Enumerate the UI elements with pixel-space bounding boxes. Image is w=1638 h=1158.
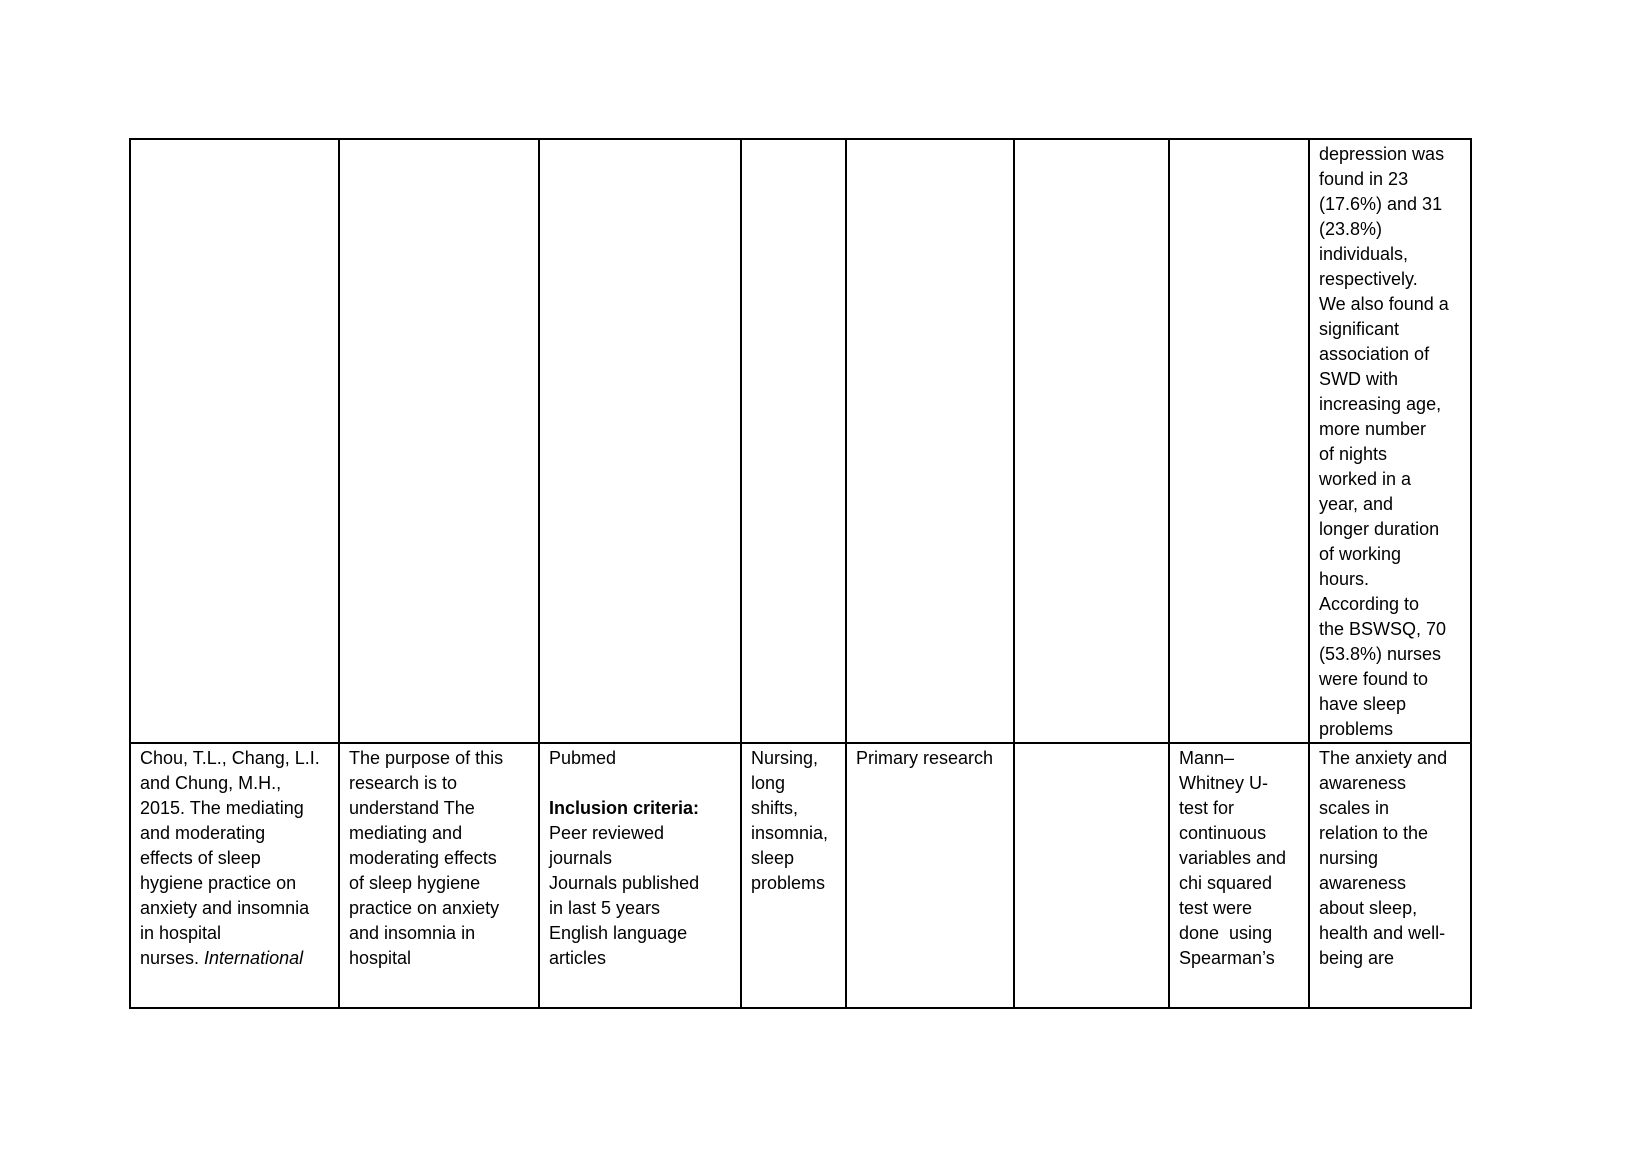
cell-line xyxy=(349,746,534,771)
table-cell-r1c2 xyxy=(339,139,539,743)
cell-line xyxy=(1179,871,1304,896)
text-segment: health and well- xyxy=(1319,923,1446,943)
text-segment: and insomnia in xyxy=(349,923,476,943)
text-segment: longer duration xyxy=(1319,519,1440,539)
text-segment: chi squared xyxy=(1179,873,1273,893)
text-segment: hours. xyxy=(1319,569,1370,589)
text-segment: test were xyxy=(1179,898,1253,918)
cell-line xyxy=(140,746,334,771)
cell-line xyxy=(751,746,841,771)
cell-line xyxy=(1319,617,1466,642)
cell-line xyxy=(1319,542,1466,567)
table-cell-r1c6 xyxy=(1014,139,1169,743)
text-segment: Inclusion criteria: xyxy=(549,798,700,818)
text-segment: The anxiety and xyxy=(1319,748,1448,768)
cell-line xyxy=(1179,821,1304,846)
cell-line xyxy=(1319,592,1466,617)
text-segment: effects of sleep xyxy=(140,848,261,868)
text-segment: were found to xyxy=(1319,669,1429,689)
table-cell-r1c8 xyxy=(1309,139,1471,743)
cell-line xyxy=(549,796,736,821)
cell-line xyxy=(349,921,534,946)
text-segment: journals xyxy=(549,848,613,868)
table-cell-r1c7 xyxy=(1169,139,1309,743)
text-segment: and Chung, M.H., xyxy=(140,773,282,793)
table-cell-r2c7 xyxy=(1169,743,1309,1008)
cell-line xyxy=(1319,771,1466,796)
text-segment: hospital xyxy=(349,948,412,968)
text-segment: 2015. The mediating xyxy=(140,798,304,818)
text-segment: mediating and xyxy=(349,823,463,843)
text-segment: The purpose of this xyxy=(349,748,504,768)
text-segment: anxiety and insomnia xyxy=(140,898,310,918)
cell-line xyxy=(1319,142,1466,167)
cell-line xyxy=(549,896,736,921)
table-cell-r1c4 xyxy=(741,139,846,743)
cell-line xyxy=(1319,921,1466,946)
text-segment: According to xyxy=(1319,594,1420,614)
text-segment: Journals published xyxy=(549,873,700,893)
cell-line xyxy=(751,871,841,896)
cell-line xyxy=(1319,642,1466,667)
cell-line xyxy=(1319,492,1466,517)
cell-line xyxy=(349,946,534,971)
cell-line xyxy=(1319,267,1466,292)
text-segment: Spearman’s xyxy=(1179,948,1275,968)
text-segment: and moderating xyxy=(140,823,266,843)
text-segment: increasing age, xyxy=(1319,394,1442,414)
text-segment: year, and xyxy=(1319,494,1394,514)
cell-line xyxy=(1319,392,1466,417)
cell-line xyxy=(1319,292,1466,317)
text-segment: English language xyxy=(549,923,688,943)
text-segment: relation to the xyxy=(1319,823,1429,843)
text-segment: association of xyxy=(1319,344,1430,364)
cell-line xyxy=(140,771,334,796)
cell-line xyxy=(1319,796,1466,821)
cell-line xyxy=(1319,417,1466,442)
cell-line xyxy=(549,946,736,971)
text-segment: of working xyxy=(1319,544,1402,564)
cell-line xyxy=(1179,746,1304,771)
text-segment: individuals, xyxy=(1319,244,1409,264)
text-segment: Primary research xyxy=(856,748,994,768)
cell-line xyxy=(549,871,736,896)
cell-line xyxy=(1319,821,1466,846)
cell-line xyxy=(1319,442,1466,467)
text-segment: of nights xyxy=(1319,444,1388,464)
cell-line xyxy=(1319,896,1466,921)
text-segment: in hospital xyxy=(140,923,222,943)
text-segment: awareness xyxy=(1319,873,1407,893)
cell-line xyxy=(1319,517,1466,542)
cell-line xyxy=(140,946,334,971)
table-cell-r2c8 xyxy=(1309,743,1471,1008)
cell-line xyxy=(140,871,334,896)
table-cell-r2c1 xyxy=(130,743,339,1008)
text-segment: Whitney U- xyxy=(1179,773,1269,793)
text-segment: scales in xyxy=(1319,798,1390,818)
text-segment: (53.8%) nurses xyxy=(1319,644,1442,664)
text-segment: the BSWSQ, 70 xyxy=(1319,619,1447,639)
text-segment: nurses. xyxy=(140,948,205,968)
text-segment: more number xyxy=(1319,419,1427,439)
table-cell-r1c5 xyxy=(846,139,1014,743)
cell-line xyxy=(751,846,841,871)
cell-line xyxy=(1319,217,1466,242)
text-segment: International xyxy=(204,948,304,968)
table-cell-r2c3 xyxy=(539,743,741,1008)
text-segment: Chou, T.L., Chang, L.I. xyxy=(140,748,320,768)
cell-line xyxy=(140,821,334,846)
cell-line xyxy=(1319,242,1466,267)
table-row-2 xyxy=(130,743,1471,1008)
cell-line xyxy=(1319,717,1466,742)
cell-line xyxy=(1319,946,1466,971)
cell-line xyxy=(751,771,841,796)
text-segment: (17.6%) and 31 xyxy=(1319,194,1443,214)
cell-line xyxy=(549,746,736,771)
cell-line xyxy=(549,846,736,871)
text-segment: in last 5 years xyxy=(549,898,661,918)
cell-line xyxy=(1179,946,1304,971)
cell-line xyxy=(1319,342,1466,367)
cell-line xyxy=(1179,771,1304,796)
text-segment: moderating effects xyxy=(349,848,497,868)
text-segment: Pubmed xyxy=(549,748,617,768)
cell-line xyxy=(1179,796,1304,821)
text-segment: hygiene practice on xyxy=(140,873,297,893)
cell-line xyxy=(349,796,534,821)
cell-line xyxy=(1179,846,1304,871)
text-segment: found in 23 xyxy=(1319,169,1409,189)
text-segment: insomnia, xyxy=(751,823,829,843)
cell-line xyxy=(1179,921,1304,946)
text-segment: continuous xyxy=(1179,823,1267,843)
cell-line xyxy=(349,896,534,921)
text-segment: research is to xyxy=(349,773,458,793)
cell-line xyxy=(1319,192,1466,217)
text-segment: articles xyxy=(549,948,607,968)
cell-line xyxy=(1319,167,1466,192)
cell-line xyxy=(1319,667,1466,692)
cell-line xyxy=(856,746,1009,771)
text-segment: understand The xyxy=(349,798,475,818)
table-cell-r2c4 xyxy=(741,743,846,1008)
text-segment: depression was xyxy=(1319,144,1445,164)
cell-line xyxy=(1319,317,1466,342)
table-cell-r2c6 xyxy=(1014,743,1169,1008)
cell-line xyxy=(140,921,334,946)
text-segment: about sleep, xyxy=(1319,898,1418,918)
text-segment: (23.8%) xyxy=(1319,219,1383,239)
cell-line xyxy=(549,921,736,946)
literature-review-table xyxy=(129,138,1472,1009)
text-segment: awareness xyxy=(1319,773,1407,793)
cell-line xyxy=(349,846,534,871)
text-segment: shifts, xyxy=(751,798,799,818)
cell-line xyxy=(751,796,841,821)
cell-line xyxy=(349,871,534,896)
cell-line xyxy=(1319,467,1466,492)
text-segment: being are xyxy=(1319,948,1395,968)
text-segment: We also found a xyxy=(1319,294,1449,314)
text-segment: Mann– xyxy=(1179,748,1235,768)
text-segment: problems xyxy=(1319,719,1394,739)
cell-line xyxy=(549,771,736,796)
text-segment: SWD with xyxy=(1319,369,1399,389)
cell-line xyxy=(1319,871,1466,896)
text-segment: of sleep hygiene xyxy=(349,873,481,893)
table-cell-r1c3 xyxy=(539,139,741,743)
text-segment: done using xyxy=(1179,923,1273,943)
cell-line xyxy=(1319,846,1466,871)
cell-line xyxy=(751,821,841,846)
text-segment: problems xyxy=(751,873,826,893)
cell-line xyxy=(1319,746,1466,771)
text-segment: have sleep xyxy=(1319,694,1407,714)
table-cell-r2c2 xyxy=(339,743,539,1008)
table-cell-r1c1 xyxy=(130,139,339,743)
text-segment: Peer reviewed xyxy=(549,823,665,843)
cell-line xyxy=(1179,896,1304,921)
cell-line xyxy=(349,771,534,796)
text-segment: significant xyxy=(1319,319,1400,339)
text-segment: respectively. xyxy=(1319,269,1418,289)
cell-line xyxy=(1319,567,1466,592)
cell-line xyxy=(1319,692,1466,717)
cell-line xyxy=(140,846,334,871)
text-segment: long xyxy=(751,773,786,793)
text-segment: practice on anxiety xyxy=(349,898,500,918)
text-segment: nursing xyxy=(1319,848,1379,868)
text-segment: worked in a xyxy=(1319,469,1412,489)
cell-line xyxy=(140,896,334,921)
text-segment: variables and xyxy=(1179,848,1287,868)
cell-line xyxy=(349,821,534,846)
table-cell-r2c5 xyxy=(846,743,1014,1008)
text-segment: sleep xyxy=(751,848,795,868)
cell-line xyxy=(1319,367,1466,392)
text-segment: test for xyxy=(1179,798,1235,818)
cell-line xyxy=(549,821,736,846)
text-segment: Nursing, xyxy=(751,748,819,768)
cell-line xyxy=(140,796,334,821)
table-body xyxy=(130,139,1471,1008)
table-row-1 xyxy=(130,139,1471,743)
